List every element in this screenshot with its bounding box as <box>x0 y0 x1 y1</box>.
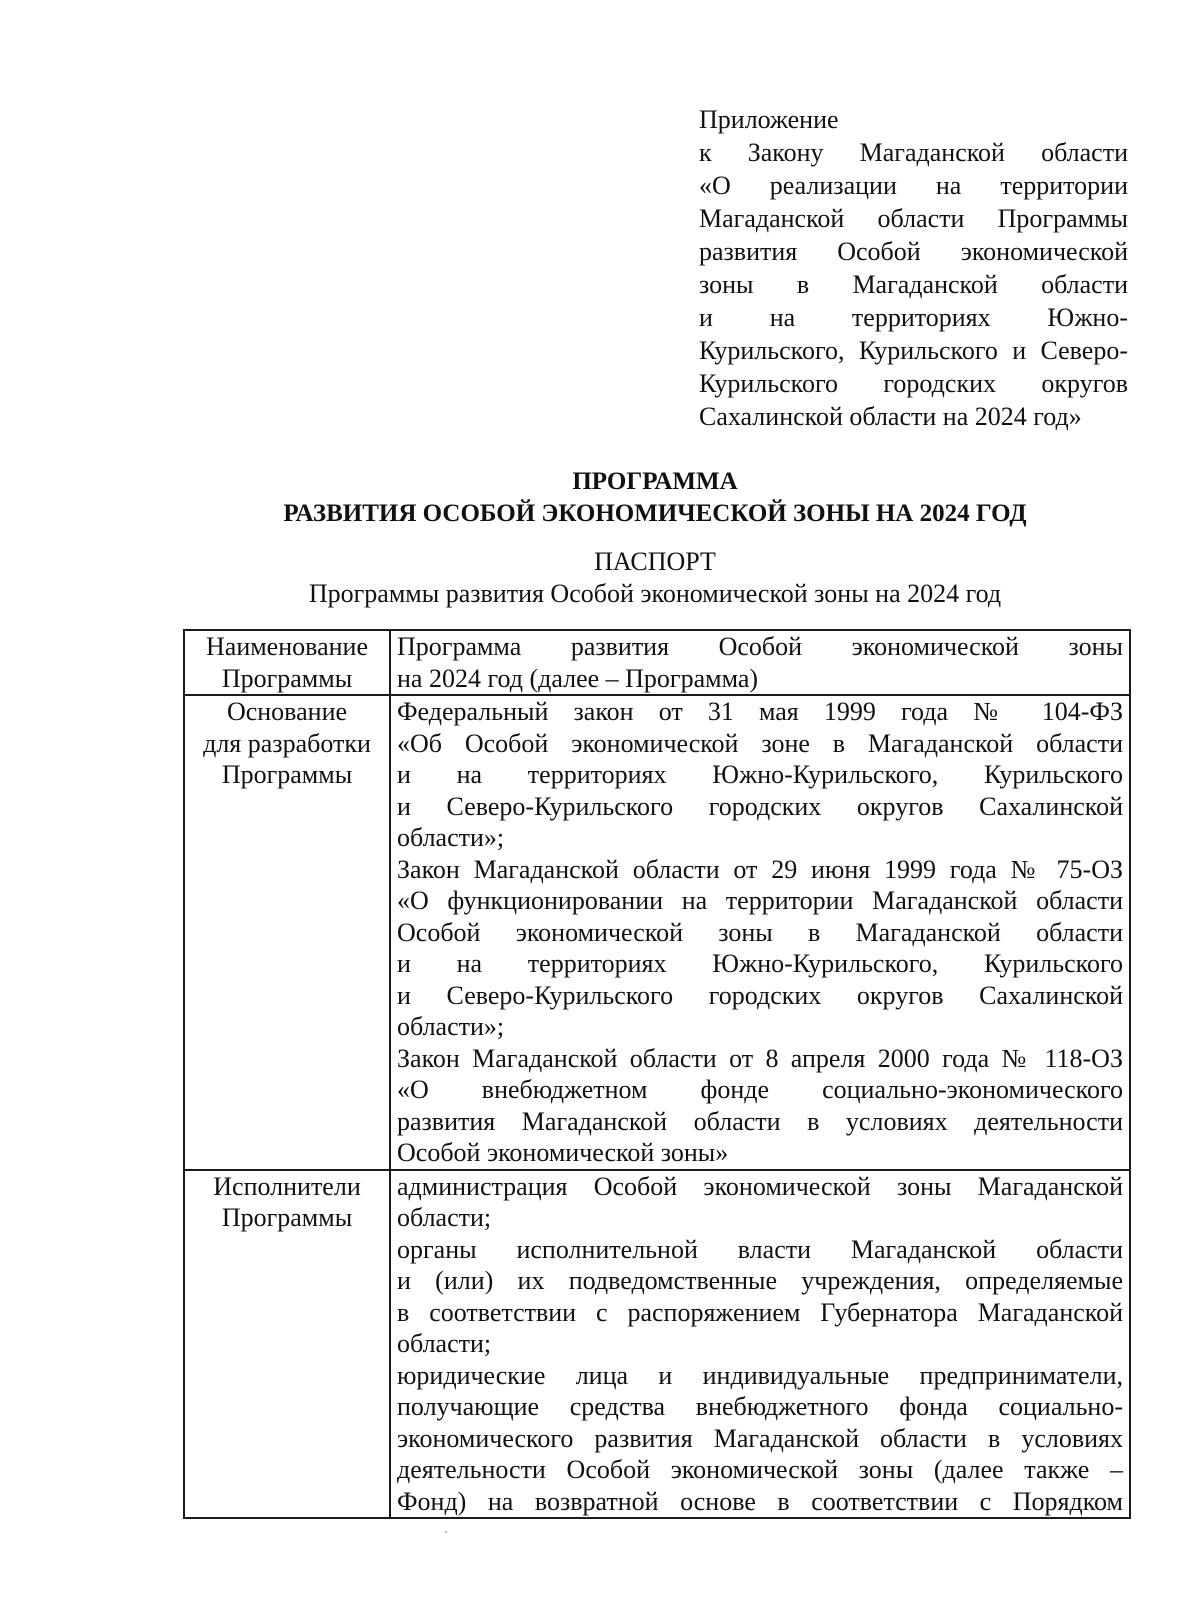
row-content-line: экономического развития Магаданской области в условиях <box>397 1423 1123 1453</box>
row-content-line: администрация Особой экономической зоны Магаданской <box>397 1171 1123 1201</box>
appendix-line: Курильского, Курильского и Северо- <box>699 336 1128 365</box>
program-title-line-2: РАЗВИТИЯ ОСОБОЙ ЭКОНОМИЧЕСКОЙ ЗОНЫ НА 2024 ГОД <box>283 500 1027 527</box>
appendix-line: Курильского городских округов <box>699 369 1128 398</box>
passport-subtitle: Программы развития Особой экономической зоны на 2024 год <box>308 579 1002 608</box>
row-content-line: области; <box>397 1329 492 1358</box>
row-content-cell <box>390 695 1130 1170</box>
row-label-cell <box>184 695 390 1170</box>
appendix-line: Приложение <box>699 105 839 134</box>
appendix-note <box>699 103 1128 433</box>
row-content-line: юридические лица и индивидуальные предприниматели, <box>397 1360 1123 1390</box>
row-label-line: Основание <box>226 697 348 726</box>
appendix-line: к Закону Магаданской области <box>699 138 1128 167</box>
row-content-line: и на территориях Южно-Курильского, Курильского <box>397 949 1123 978</box>
passport-heading: ПАСПОРТ <box>594 547 716 576</box>
row-content-line: Особой экономической зоны в Магаданской области <box>397 917 1123 947</box>
row-label-line: Программы <box>221 1203 353 1232</box>
row-content-line: Программа развития Особой экономической зоны <box>397 632 1123 661</box>
row-content-cell <box>390 1170 1130 1519</box>
program-title-line-1: ПРОГРАММА <box>572 468 738 495</box>
appendix-line: зоны в Магаданской области <box>699 270 1128 299</box>
row-content-line: получающие средства внебюджетного фонда социально- <box>397 1392 1123 1421</box>
row-content-line: области»; <box>397 1012 505 1041</box>
row-content-cell <box>390 630 1130 695</box>
row-content-line: Закон Магаданской области от 8 апреля 2000 года № 118-ОЗ <box>397 1043 1123 1073</box>
appendix-line: Магаданской области Программы <box>699 204 1128 233</box>
appendix-line: Сахалинской области на 2024 год» <box>699 402 1082 431</box>
row-content-line: «О функционировании на территории Магаданской области <box>397 886 1123 915</box>
row-content-line: «Об Особой экономической зоне в Магаданской области <box>397 728 1123 758</box>
table-row <box>184 630 1130 695</box>
appendix-line: и на территориях Южно- <box>699 303 1128 332</box>
row-content-line: Фонд) на возвратной основе в соответствии с Порядком <box>397 1486 1123 1516</box>
row-content-line: в соответствии с распоряжением Губернатора Магаданской <box>397 1297 1123 1327</box>
row-content-line: деятельности Особой экономической зоны (далее также – <box>397 1455 1123 1484</box>
row-content-line: Федеральный закон от 31 мая 1999 года № 104-ФЗ <box>397 697 1123 726</box>
row-label-cell <box>184 630 390 695</box>
table-row <box>184 695 1130 1170</box>
row-content-line: и Северо-Курильского городских округов Сахалинской <box>397 980 1123 1010</box>
scan-artifact <box>445 1531 447 1533</box>
row-label-line: Программы <box>221 760 353 789</box>
row-label-cell <box>184 1170 390 1519</box>
row-label-line: Программы <box>221 663 353 693</box>
row-content-line: органы исполнительной власти Магаданской области <box>397 1234 1123 1264</box>
row-content-line: Закон Магаданской области от 29 июня 1999 года № 75-ОЗ <box>397 854 1123 884</box>
appendix-line: «О реализации на территории <box>699 171 1128 200</box>
row-content-line: и (или) их подведомственные учреждения, определяемые <box>397 1266 1123 1295</box>
passport-table <box>183 629 1131 1519</box>
row-label-line: для разработки <box>203 728 371 758</box>
appendix-line: развития Особой экономической <box>699 237 1128 266</box>
row-label-line: Исполнители <box>213 1171 361 1201</box>
row-content-line: области»; <box>397 823 505 852</box>
table-row <box>184 1170 1130 1519</box>
row-content-line: области; <box>397 1203 492 1232</box>
row-content-line: «О внебюджетном фонде социально-экономического <box>397 1075 1123 1104</box>
row-content-line: Особой экономической зоны» <box>397 1138 729 1167</box>
row-label-line: Наименование <box>206 632 368 661</box>
row-content-line: и Северо-Курильского городских округов Сахалинской <box>397 791 1123 821</box>
row-content-line: на 2024 год (далее – Программа) <box>397 663 759 693</box>
row-content-line: развития Магаданской области в условиях деятельности <box>397 1106 1123 1136</box>
row-content-line: и на территориях Южно-Курильского, Курильского <box>397 760 1123 789</box>
